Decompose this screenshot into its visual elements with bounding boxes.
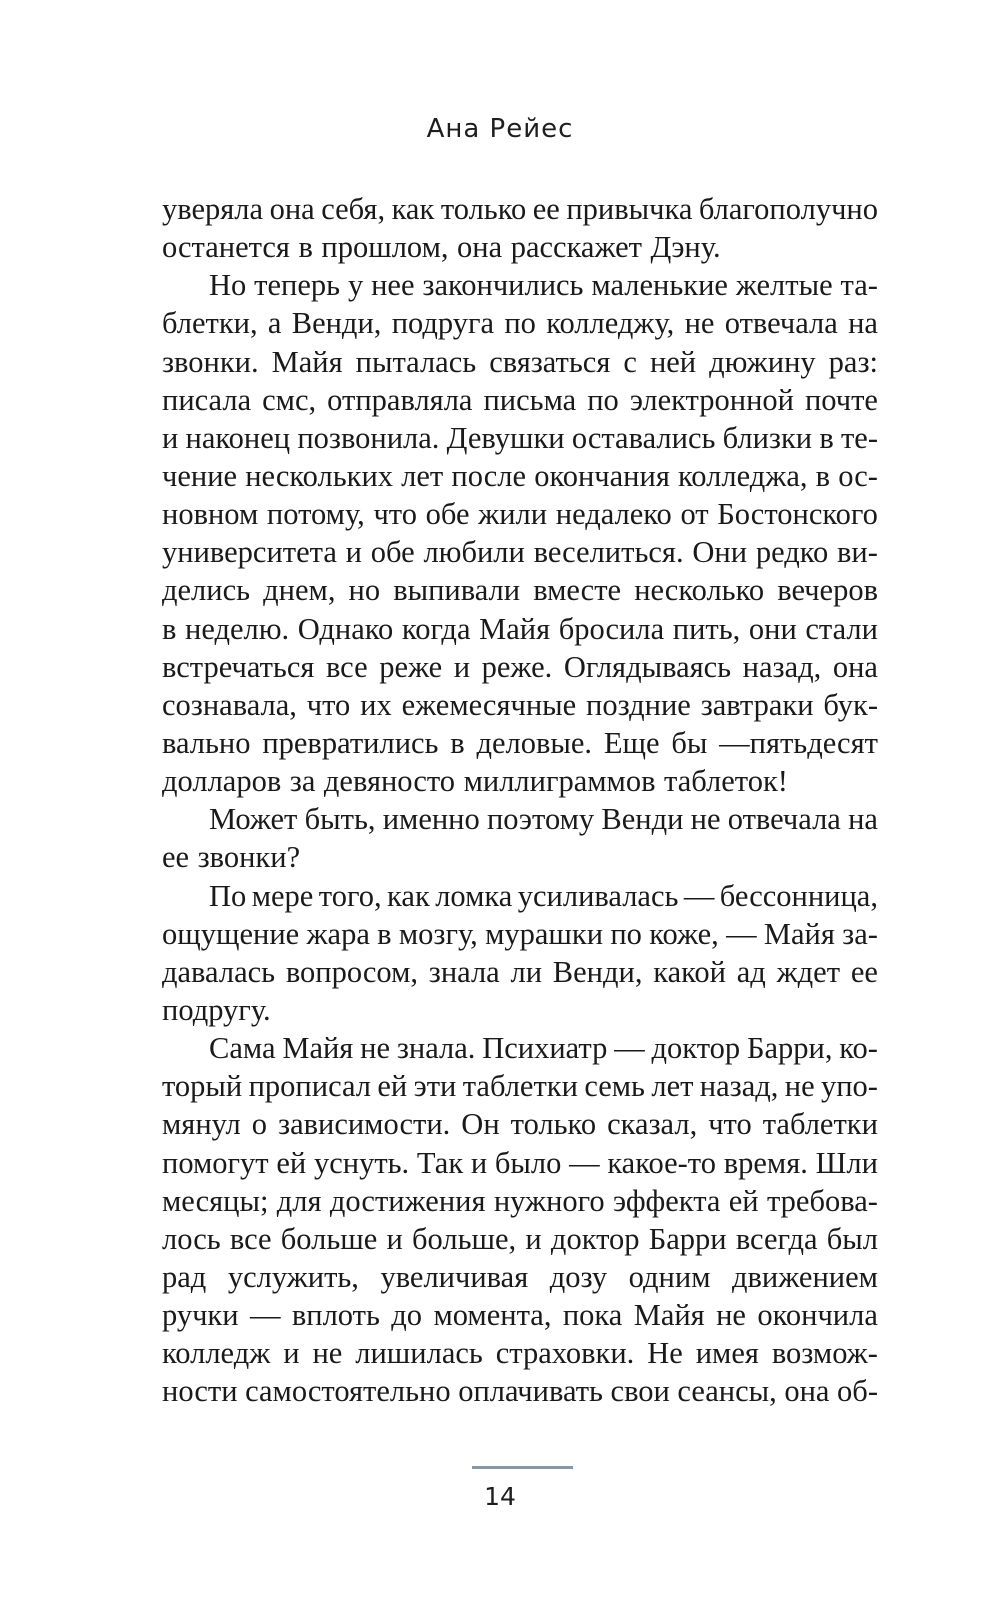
text-line: долларов за девяносто миллиграммов таблеток! bbox=[162, 764, 788, 799]
text-line: ручки — вплоть до момента, пока Майя не окончила bbox=[162, 1298, 878, 1333]
footer-rule bbox=[472, 1466, 573, 1469]
text-line: вально превратились в деловые. Еще бы —пятьдесят bbox=[162, 725, 878, 760]
text-line: давалась вопросом, знала ли Венди, какой ад ждет ее bbox=[162, 954, 878, 989]
text-line: блетки, а Венди, подруга по колледжу, не отвечала на bbox=[162, 306, 878, 341]
page-number: 14 bbox=[484, 1482, 516, 1511]
text-line: останется в прошлом, она расскажет Дэну. bbox=[162, 230, 721, 265]
text-line: новном потому, что обе жили недалеко от Бостонского bbox=[162, 497, 878, 532]
text-line: рад услужить, увеличивая дозу одним движением bbox=[162, 1259, 878, 1294]
running-head: Ана Рейес bbox=[426, 114, 574, 144]
text-line: лось все больше и больше, и доктор Барри всегда был bbox=[162, 1221, 878, 1256]
text-line: в неделю. Однако когда Майя бросила пить, они стали bbox=[162, 611, 878, 646]
text-line: Может быть, именно поэтому Венди не отвечала на bbox=[209, 802, 878, 837]
text-line: писала смс, отправляла письма по электронной почте bbox=[162, 382, 878, 417]
body-text bbox=[162, 190, 878, 1411]
text-line: университета и обе любили веселиться. Они редко ви- bbox=[162, 535, 878, 570]
text-line: Но теперь у нее закончились маленькие желтые та- bbox=[209, 268, 878, 303]
text-line: торый прописал ей эти таблетки семь лет назад, не упо- bbox=[162, 1069, 878, 1104]
text-line: встречаться все реже и реже. Оглядываясь назад, она bbox=[162, 649, 878, 684]
text-line: звонки. Майя пыталась связаться с ней дюжину раз: bbox=[162, 344, 878, 379]
text-line: ощущение жара в мозгу, мурашки по коже, — Майя за- bbox=[162, 916, 878, 951]
text-line: сознавала, что их ежемесячные поздние завтраки бук- bbox=[162, 687, 878, 722]
text-line: месяцы; для достижения нужного эффекта ей требова- bbox=[162, 1183, 878, 1218]
text-line: подругу. bbox=[162, 992, 271, 1027]
text-line: колледж и не лишилась страховки. Не имея возмож- bbox=[162, 1336, 878, 1371]
text-line: делись днем, но выпивали вместе несколько вечеров bbox=[162, 573, 878, 608]
text-line: ности самостоятельно оплачивать свои сеансы, она об- bbox=[162, 1374, 878, 1409]
text-line: уверяла она себя, как только ее привычка благополучно bbox=[162, 192, 878, 226]
text-line: мянул о зависимости. Он только сказал, что таблетки bbox=[162, 1107, 878, 1142]
text-line: и наконец позвонила. Девушки оставались близки в те- bbox=[162, 420, 878, 455]
text-line: чение нескольких лет после окончания колледжа, в ос- bbox=[162, 458, 878, 493]
text-line: ее звонки? bbox=[162, 840, 301, 875]
text-line: помогут ей уснуть. Так и было — какое-то время. Шли bbox=[162, 1145, 878, 1180]
text-line: Сама Майя не знала. Психиатр — доктор Барри, ко- bbox=[209, 1031, 878, 1066]
text-line: По мере того, как ломка усиливалась — бессонница, bbox=[209, 878, 878, 913]
